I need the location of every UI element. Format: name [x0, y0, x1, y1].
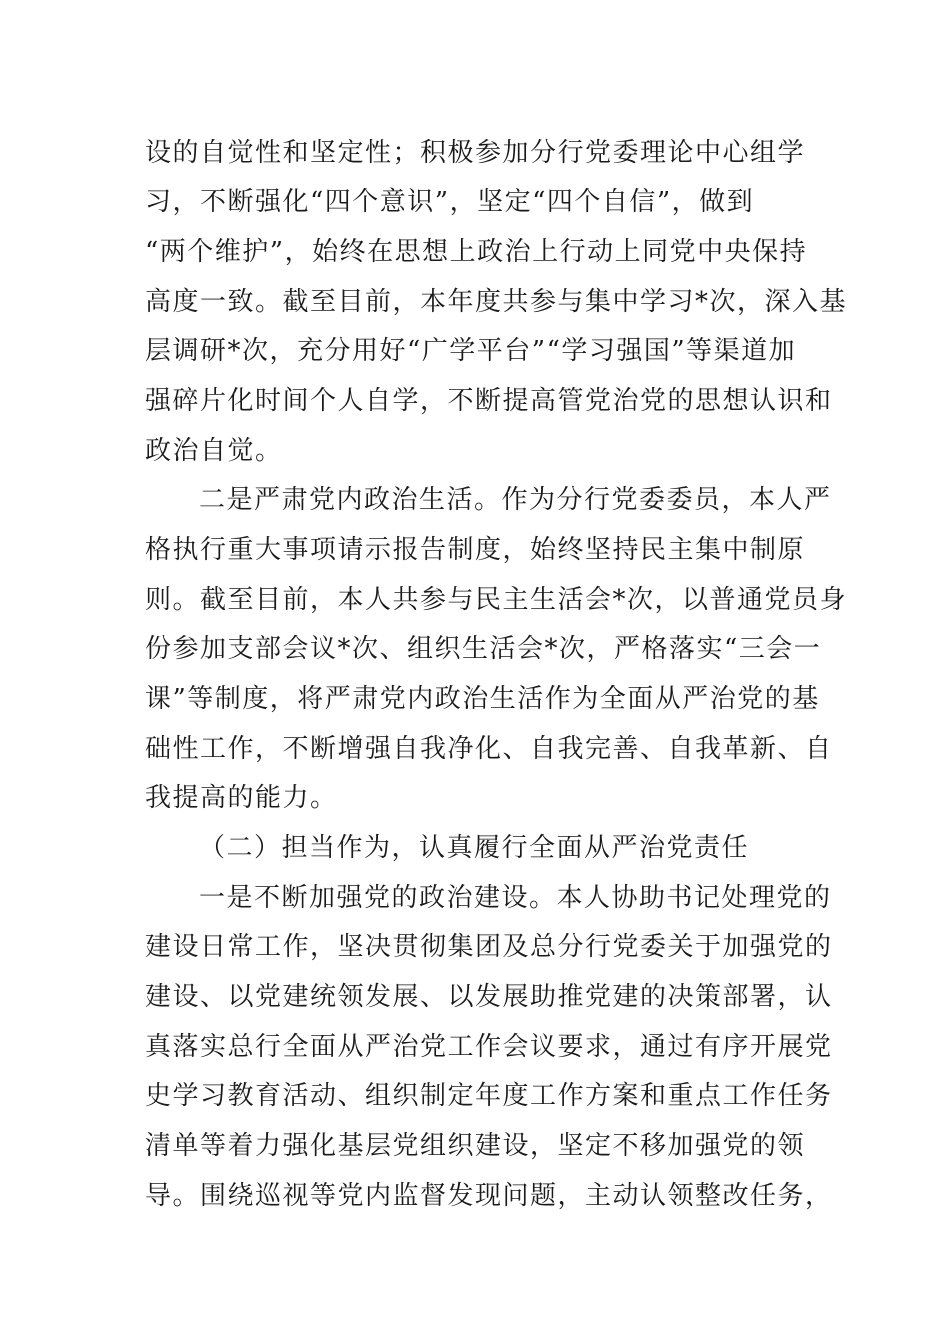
body-text-line: 设的自觉性和坚定性；积极参加分行党委理论中心组学 — [145, 138, 806, 168]
body-text-line: 层调研*次，充分用好“广学平台”“学习强国”等渠道加 — [145, 336, 797, 366]
body-text-line: 建设、以党建统领发展、以发展助推党建的决策部署，认 — [145, 982, 833, 1012]
body-text-line: 础性工作，不断增强自我净化、自我完善、自我革新、自 — [145, 734, 833, 764]
body-text-line: 习，不断强化“四个意识”，坚定“四个自信”，做到 — [145, 187, 755, 217]
paragraph-first-line: 二是严肃党内政治生活。作为分行党委委员，本人严 — [199, 485, 832, 515]
body-text-line: 真落实总行全面从严治党工作会议要求，通过有序开展党 — [145, 1032, 833, 1062]
body-text-line: 导。围绕巡视等党内监督发现问题，主动认领整改任务， — [145, 1181, 833, 1211]
body-text-line: 格执行重大事项请示报告制度，始终坚持民主集中制原 — [145, 535, 806, 565]
body-text-line: 史学习教育活动、组织制定年度工作方案和重点工作任务 — [145, 1081, 833, 1111]
body-text-line: 高度一致。截至目前，本年度共参与集中学习*次，深入基 — [145, 287, 848, 317]
body-text-line: 课”等制度，将严肃党内政治生活作为全面从严治党的基 — [145, 684, 820, 714]
body-text-line: 建设日常工作，坚决贯彻集团及总分行党委关于加强党的 — [145, 932, 833, 962]
body-text-line: 则。截至目前，本人共参与民主生活会*次，以普通党员身 — [145, 585, 848, 615]
body-text-line: 我提高的能力。 — [145, 783, 338, 813]
paragraph-first-line: 一是不断加强党的政治建设。本人协助书记处理党的 — [199, 883, 832, 913]
body-text-line: 政治自觉。 — [145, 436, 283, 466]
body-text-line: “两个维护”，始终在思想上政治上行动上同党中央保持 — [145, 237, 808, 267]
body-text-line: 份参加支部会议*次、组织生活会*次，严格落实“三会一 — [145, 634, 822, 664]
body-text-line: 清单等着力强化基层党组织建设，坚定不移加强党的领 — [145, 1131, 806, 1161]
body-text-line: 强碎片化时间个人自学，不断提高管党治党的思想认识和 — [145, 386, 833, 416]
section-heading: （二）担当作为，认真履行全面从严治党责任 — [199, 833, 750, 863]
